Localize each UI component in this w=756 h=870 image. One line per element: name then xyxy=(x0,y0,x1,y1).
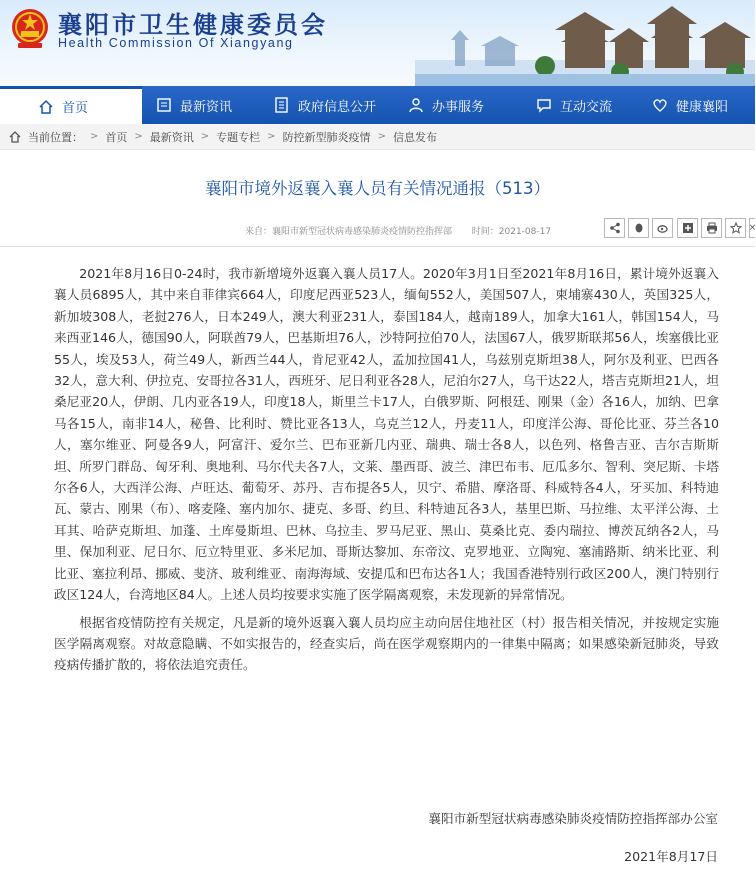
qq-icon xyxy=(633,222,645,234)
share-icon xyxy=(609,222,621,234)
home-icon xyxy=(38,99,54,115)
nav-health-label: 健康襄阳 xyxy=(676,99,729,115)
site-name[interactable]: 襄阳市卫生健康委员会 xyxy=(58,11,328,39)
share-qq-button[interactable] xyxy=(628,218,649,238)
breadcrumb xyxy=(0,124,755,150)
nav-news[interactable] xyxy=(156,86,232,124)
breadcrumb-separator: > xyxy=(377,131,386,142)
service-icon xyxy=(408,97,424,113)
main-nav xyxy=(0,86,755,124)
nav-service-label: 办事服务 xyxy=(432,99,485,115)
article-source: 来自：襄阳市新型冠状病毒感染肺炎疫情防控指挥部 xyxy=(245,227,453,237)
city-skyline-banner xyxy=(415,0,755,86)
national-emblem-icon xyxy=(10,6,50,50)
favorite-button[interactable] xyxy=(725,218,746,238)
breadcrumb-release[interactable]: 信息发布 xyxy=(392,130,437,144)
print-icon xyxy=(706,222,718,234)
chat-icon xyxy=(536,97,552,113)
breadcrumb-news[interactable]: 最新资讯 xyxy=(149,130,194,144)
breadcrumb-epidemic[interactable]: 防控新型肺炎疫情 xyxy=(282,130,371,144)
nav-gov-info-label: 政府信息公开 xyxy=(298,99,377,115)
article-date: 2021年8月17日 xyxy=(624,849,718,864)
article-paragraph: 根据省疫情防控有关规定，凡是新的境外返襄入襄人员均应主动向居住地社区（村）报告相关情况，并按规定实施医学隔离观察。对故意隐瞒、不如实报告的，经查实后，尚在医学观察期内的一律集中隔离；如果感染新冠肺炎，导致疫病传播扩散的，将依法追究责任。 xyxy=(54,614,719,673)
article-body xyxy=(54,263,719,682)
breadcrumb-separator: > xyxy=(267,131,276,142)
close-icon: × xyxy=(748,223,756,233)
plus-icon xyxy=(682,222,694,234)
breadcrumb-topics[interactable]: 专题专栏 xyxy=(216,130,261,144)
nav-interaction[interactable] xyxy=(536,86,612,124)
breadcrumb-label: 当前位置： xyxy=(28,130,83,144)
close-button[interactable] xyxy=(749,218,755,238)
nav-health[interactable] xyxy=(652,86,728,124)
breadcrumb-separator: > xyxy=(134,131,143,142)
nav-service[interactable] xyxy=(408,86,484,124)
article-paragraph: 2021年8月16日0-24时，我市新增境外返襄入襄人员17人。2020年3月1日至2021年8月16日，累计境外返襄入襄人员6895人，其中来自菲律宾664人，印度尼西亚523人，缅甸552人，美国507人，柬埔寨430人，英国325人，新加坡308人，老挝276人，日本249人，澳大利亚231人，泰国184人，越南189人，加拿大161人，韩国154人，马来西亚146人，德国90人，阿联酋79人，巴基斯坦76人，沙特阿拉伯70人，法国67人，俄罗斯联邦56人，埃塞俄比亚55人，埃及53人，荷兰49人，新西兰44人，肯尼亚42人，孟加拉国41人，乌兹别克斯坦38人，阿尔及利亚、巴西各32人，意大利、伊拉克、安哥拉各31人，西班牙、尼日利亚各28人，尼泊尔27人，乌干达22人，塔吉克斯坦21人，坦桑尼亚20人，伊朗、几内亚各19人，印度18人，斯里兰卡17人，白俄罗斯、阿根廷、刚果（金）各16人，加纳、巴拿马各15人，南非14人，秘鲁、比利时、赞比亚各13人，乌克兰12人，丹麦11人，印度洋公海、哥伦比亚、芬兰各10人，塞尔维亚、阿曼各9人，阿富汗、爱尔兰、巴布亚新几内亚、瑞典、瑞士各8人，以色列、格鲁吉亚、吉尔吉斯斯坦、所罗门群岛、匈牙利、奥地利、马尔代夫各7人，文莱、墨西哥、波兰、津巴布韦、厄瓜多尔、智利、突尼斯、卡塔尔各6人，大西洋公海、卢旺达、葡萄牙、苏丹、吉布提各5人，贝宁、希腊、摩洛哥、科威特各4人，牙买加、科特迪瓦、蒙古、刚果（布）、喀麦隆、塞内加尔、捷克、多哥、约旦、科特迪瓦各3人，基里巴斯、马拉维、太平洋公海、土耳其、哈萨克斯坦、加蓬、土库曼斯坦、巴林、乌拉圭、罗马尼亚、黑山、莫桑比克、委内瑞拉、博茨瓦纳各2人，马里、保加利亚、尼日尔、厄立特里亚、多米尼加、哥斯达黎加、东帝汶、克罗地亚、立陶宛、塞浦路斯、纳米比亚、利比亚、塞拉利昂、挪威、斐济、玻利维亚、南海海域、安提瓜和巴布达各1人；我国香港特别行政区200人，澳门特别行政区124人，台湾地区84人。上述人员均按要求实施了医学隔离观察，未发现新的异常情况。 xyxy=(54,266,719,603)
share-more-button[interactable] xyxy=(677,218,698,238)
print-button[interactable] xyxy=(701,218,722,238)
weibo-icon xyxy=(657,222,669,234)
breadcrumb-separator: > xyxy=(200,131,210,142)
nav-interaction-label: 互动交流 xyxy=(560,99,613,115)
nav-home[interactable] xyxy=(0,86,142,124)
share-button[interactable] xyxy=(604,218,625,238)
article-title: 襄阳市境外返襄入襄人员有关情况通报（513） xyxy=(205,179,550,198)
health-icon xyxy=(652,97,668,113)
breadcrumb-home[interactable]: 首页 xyxy=(105,130,128,144)
nav-home-label: 首页 xyxy=(62,101,89,116)
location-icon xyxy=(8,130,22,144)
breadcrumb-separator: > xyxy=(90,131,99,142)
share-weibo-button[interactable] xyxy=(652,218,673,238)
site-name-english: Health Commission Of Xiangyang xyxy=(58,36,294,50)
article-meta xyxy=(245,224,551,237)
article-time: 时间：2021-08-17 xyxy=(471,227,552,237)
divider xyxy=(0,246,755,247)
news-icon xyxy=(156,97,172,113)
nav-news-label: 最新资讯 xyxy=(180,99,233,115)
star-icon xyxy=(730,222,742,234)
info-icon xyxy=(274,97,290,113)
nav-gov-info[interactable] xyxy=(274,86,376,124)
site-header xyxy=(0,0,755,86)
article-signature: 襄阳市新型冠状病毒感染肺炎疫情防控指挥部办公室 xyxy=(428,811,718,826)
